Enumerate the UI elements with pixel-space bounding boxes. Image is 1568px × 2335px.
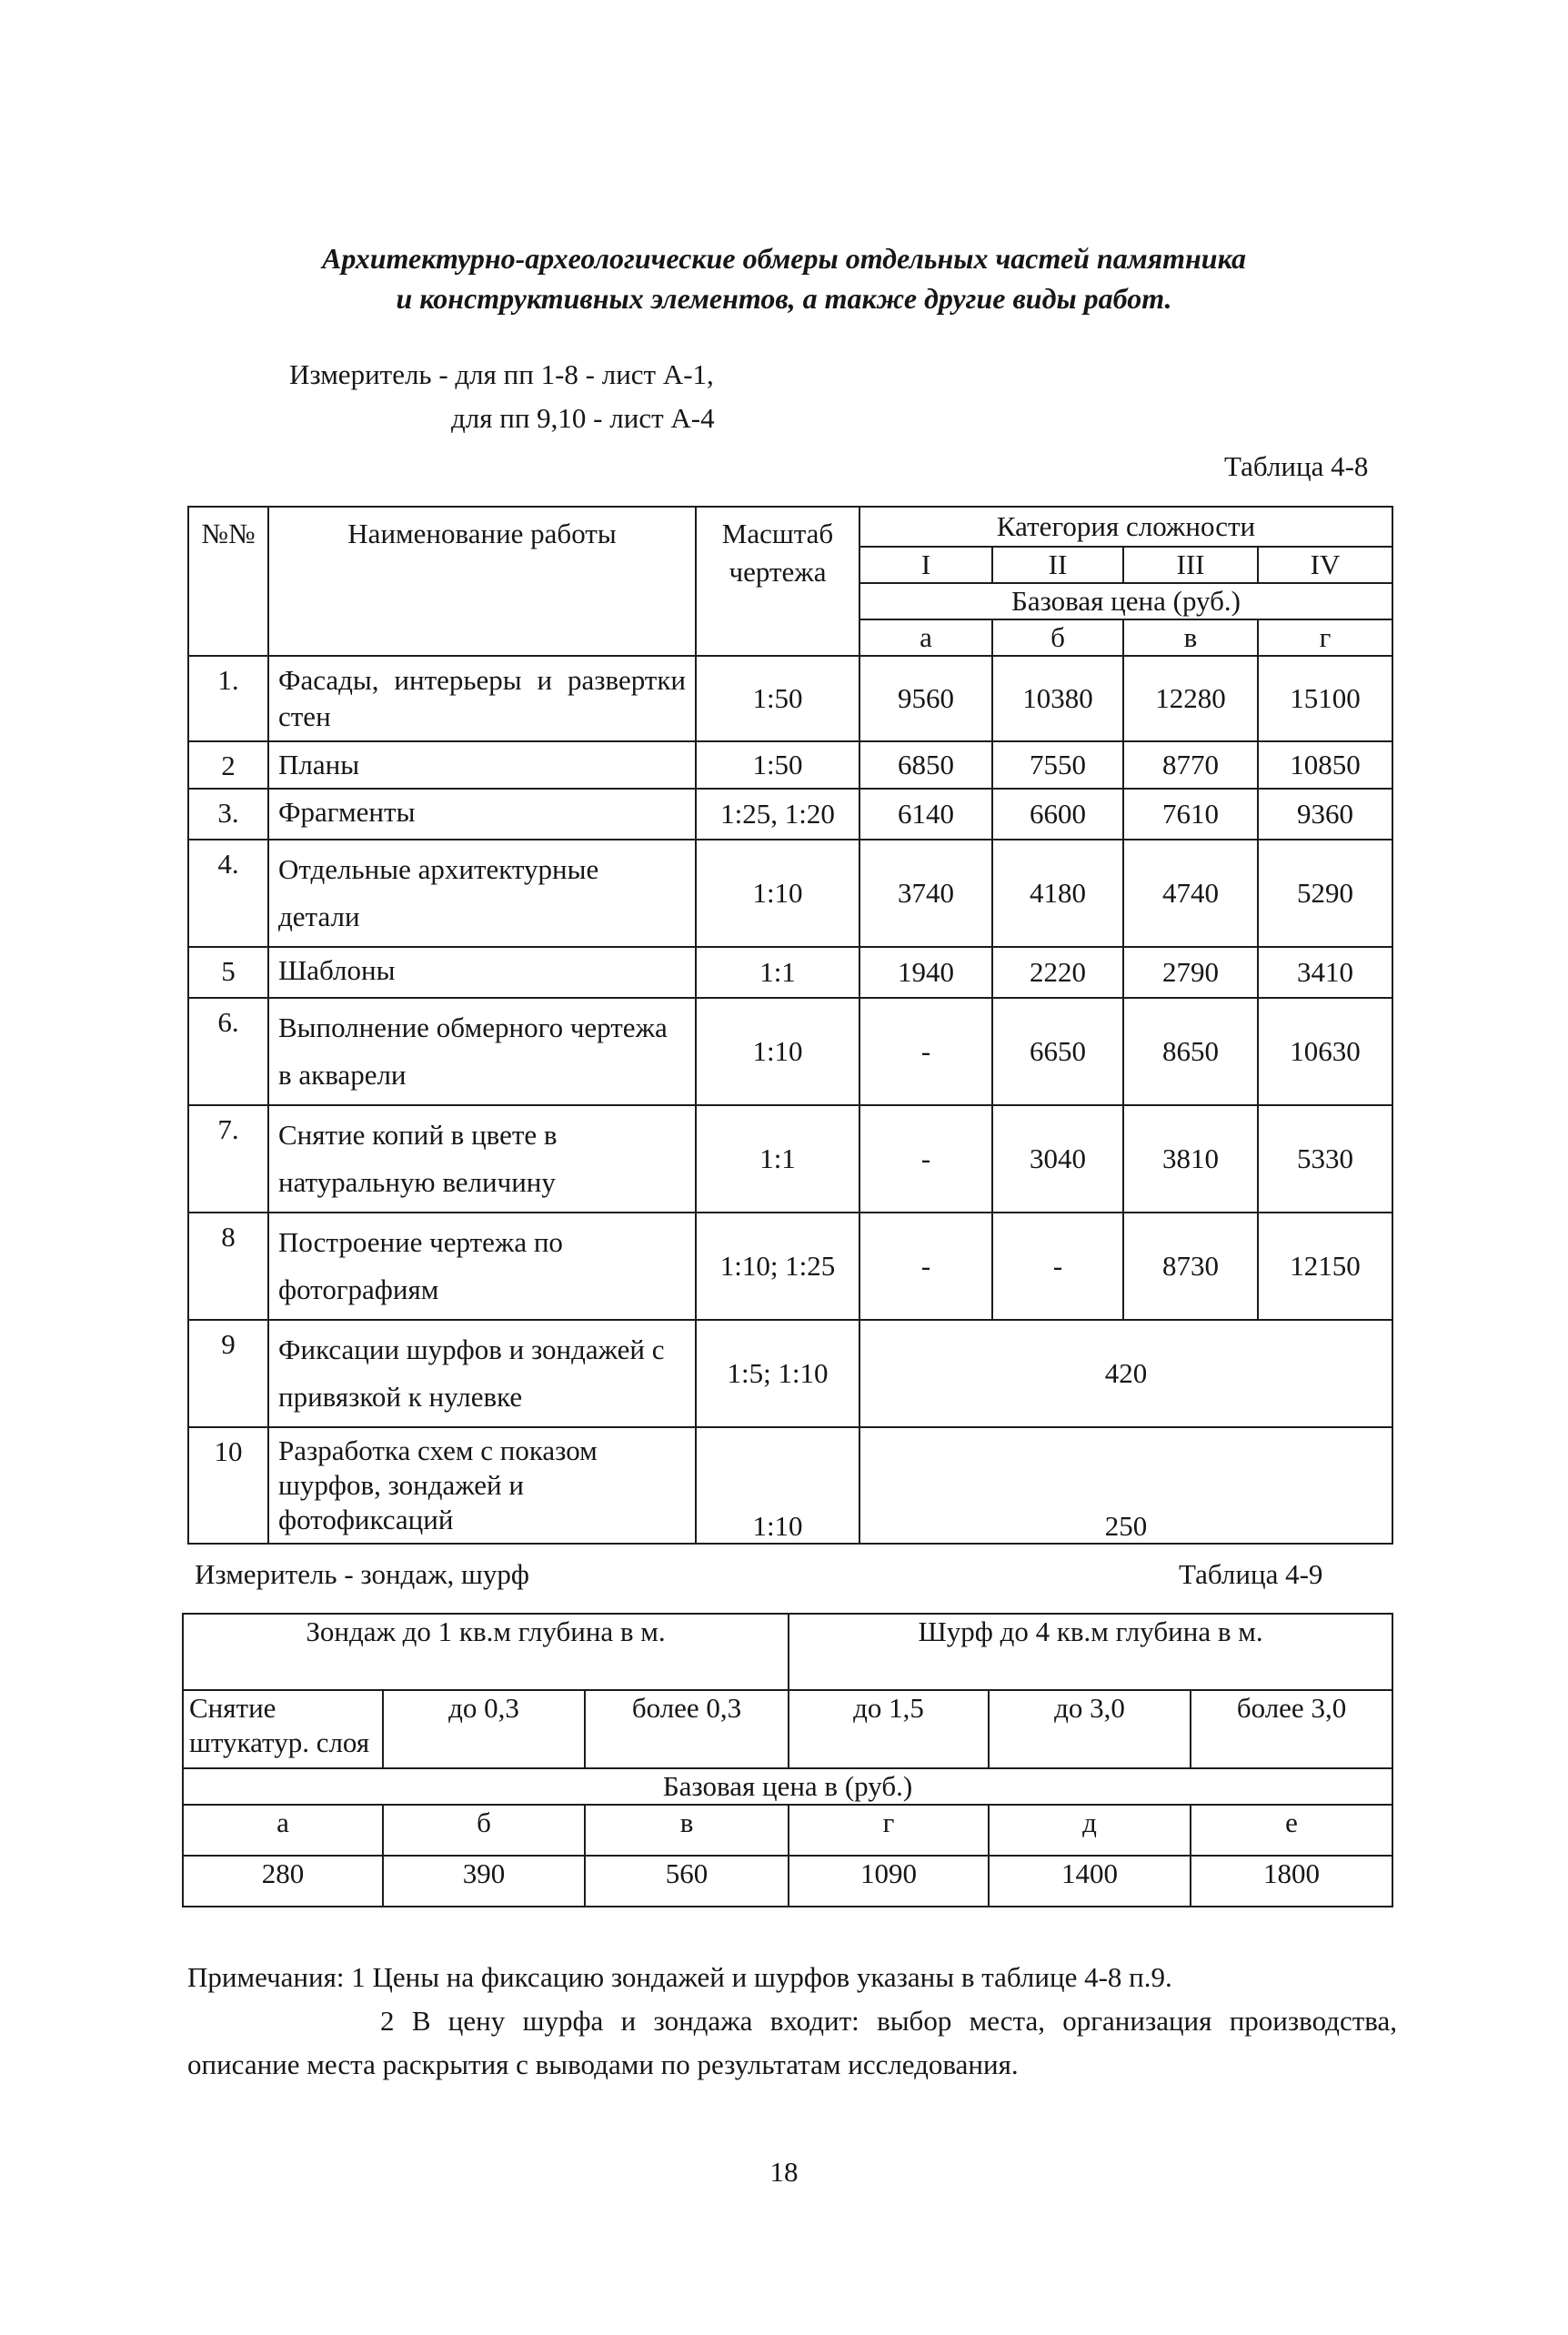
row-work-name: Фасады, интерьеры и развертки стен [268, 656, 696, 741]
row-price-a: - [859, 998, 992, 1105]
heading-line-2: и конструктивных элементов, а также другие виды работ. [396, 282, 1172, 315]
table-row [188, 789, 1392, 840]
table-4-9-measure: Измеритель - зондаж, шурф [195, 1558, 529, 1590]
table-row [188, 1427, 1392, 1544]
row-work-name: Построение чертежа по фотографиям [268, 1213, 696, 1320]
row-price-v: 3810 [1123, 1105, 1258, 1213]
row-num: 8 [188, 1213, 268, 1320]
row-price-v: 12280 [1123, 656, 1258, 741]
row-merged-price: 420 [859, 1320, 1392, 1427]
row-work-name: Разработка схем с показом шурфов, зондажей и фотофиксаций [268, 1427, 696, 1544]
row-scale: 1:10 [696, 1427, 859, 1544]
row-price-b: 3040 [992, 1105, 1123, 1213]
row-scale: 1:1 [696, 1105, 859, 1213]
header-letter-g: г [1258, 619, 1392, 656]
header-category-iii: III [1123, 547, 1258, 583]
row-price-v: 8730 [1123, 1213, 1258, 1320]
subheader-plaster-removal: Снятие штукатур. слоя [183, 1690, 383, 1768]
table-row [188, 1105, 1392, 1213]
letter-d: д [989, 1805, 1191, 1856]
row-num: 5 [188, 947, 268, 998]
table-row [183, 1856, 1392, 1907]
row-scale: 1:10 [696, 998, 859, 1105]
row-num: 7. [188, 1105, 268, 1213]
table-row [188, 1320, 1392, 1427]
row-work-name: Шаблоны [268, 947, 696, 998]
row-price-b: - [992, 1213, 1123, 1320]
header-letter-b: б [992, 619, 1123, 656]
table-4-8-caption: Таблица 4-8 [1224, 450, 1369, 482]
row-scale: 1:25, 1:20 [696, 789, 859, 840]
row-work-name: Фиксации шурфов и зондажей с привязкой к нулевке [268, 1320, 696, 1427]
table-row [188, 947, 1392, 998]
row-price-b: 7550 [992, 741, 1123, 789]
row-num: 6. [188, 998, 268, 1105]
table-row [188, 998, 1392, 1105]
base-price-header: Базовая цена в (руб.) [183, 1768, 1392, 1805]
row-num: 9 [188, 1320, 268, 1427]
row-price-b: 10380 [992, 656, 1123, 741]
letter-b: б [383, 1805, 585, 1856]
row-price-g: 5290 [1258, 840, 1392, 947]
price-g: 1090 [789, 1856, 989, 1907]
section-heading [164, 238, 1404, 318]
header-scale: Масштаб чертежа [696, 507, 859, 656]
measure-line-2: для пп 9,10 - лист А-4 [451, 402, 715, 434]
row-price-a: 6140 [859, 789, 992, 840]
header-base-price: Базовая цена (руб.) [859, 583, 1392, 619]
row-num: 3. [188, 789, 268, 840]
header-category: Категория сложности [859, 507, 1392, 547]
row-price-v: 8650 [1123, 998, 1258, 1105]
subheader-pit-to-1-5: до 1,5 [789, 1690, 989, 1768]
row-work-name: Фрагменты [268, 789, 696, 840]
header-letter-a: а [859, 619, 992, 656]
row-scale: 1:5; 1:10 [696, 1320, 859, 1427]
table-row [188, 741, 1392, 789]
row-scale: 1:1 [696, 947, 859, 998]
note-1: Примечания: 1 Цены на фиксацию зондажей и шурфов указаны в таблице 4-8 п.9. [187, 1961, 1172, 1993]
row-num: 10 [188, 1427, 268, 1544]
header-work-name: Наименование работы [268, 507, 696, 656]
row-price-g: 5330 [1258, 1105, 1392, 1213]
subheader-probe-over-0-3: более 0,3 [585, 1690, 789, 1768]
row-price-g: 10850 [1258, 741, 1392, 789]
row-price-v: 4740 [1123, 840, 1258, 947]
price-e: 1800 [1191, 1856, 1392, 1907]
table-row [188, 840, 1392, 947]
row-price-b: 6650 [992, 998, 1123, 1105]
row-num: 2 [188, 741, 268, 789]
page-number: 18 [769, 2156, 799, 2188]
note-2: 2 В цену шурфа и зондажа входит: выбор места, организация производства, описание места раскрытия с выводами по результатам исследования. [187, 2005, 1397, 2080]
row-price-v: 8770 [1123, 741, 1258, 789]
row-price-g: 9360 [1258, 789, 1392, 840]
row-price-g: 3410 [1258, 947, 1392, 998]
row-scale: 1:50 [696, 741, 859, 789]
row-price-v: 7610 [1123, 789, 1258, 840]
row-work-name: Отдельные архитектурные детали [268, 840, 696, 947]
row-num: 1. [188, 656, 268, 741]
row-merged-price: 250 [859, 1427, 1392, 1544]
row-price-a: 1940 [859, 947, 992, 998]
row-price-a: 9560 [859, 656, 992, 741]
row-price-b: 2220 [992, 947, 1123, 998]
row-scale: 1:10 [696, 840, 859, 947]
pit-header: Шурф до 4 кв.м глубина в м. [789, 1614, 1392, 1690]
letter-e: е [1191, 1805, 1392, 1856]
heading-line-1: Архитектурно-археологические обмеры отдельных частей памятника [321, 242, 1247, 275]
subheader-pit-over-3-0: более 3,0 [1191, 1690, 1392, 1768]
header-num: №№ [188, 507, 268, 656]
row-scale: 1:10; 1:25 [696, 1213, 859, 1320]
measure-line-1: Измеритель - для пп 1-8 - лист А-1, [289, 358, 714, 390]
letter-v: в [585, 1805, 789, 1856]
price-v: 560 [585, 1856, 789, 1907]
row-price-v: 2790 [1123, 947, 1258, 998]
row-price-g: 15100 [1258, 656, 1392, 741]
row-num: 4. [188, 840, 268, 947]
row-price-b: 6600 [992, 789, 1123, 840]
table-row [188, 1213, 1392, 1320]
table-4-9-caption: Таблица 4-9 [1179, 1558, 1323, 1590]
letter-g: г [789, 1805, 989, 1856]
header-category-i: I [859, 547, 992, 583]
row-work-name: Планы [268, 741, 696, 789]
row-price-b: 4180 [992, 840, 1123, 947]
row-price-a: - [859, 1105, 992, 1213]
row-price-g: 10630 [1258, 998, 1392, 1105]
table-4-9 [182, 1613, 1393, 1907]
header-category-ii: II [992, 547, 1123, 583]
price-b: 390 [383, 1856, 585, 1907]
table-row [188, 656, 1392, 741]
subheader-pit-to-3-0: до 3,0 [989, 1690, 1191, 1768]
row-work-name: Снятие копий в цвете в натуральную величину [268, 1105, 696, 1213]
row-scale: 1:50 [696, 656, 859, 741]
row-price-a: 6850 [859, 741, 992, 789]
price-a: 280 [183, 1856, 383, 1907]
row-work-name: Выполнение обмерного чертежа в акварели [268, 998, 696, 1105]
notes [187, 1956, 1397, 2087]
header-letter-v: в [1123, 619, 1258, 656]
table-4-8 [187, 506, 1393, 1545]
header-category-iv: IV [1258, 547, 1392, 583]
row-price-g: 12150 [1258, 1213, 1392, 1320]
measure-note [289, 353, 715, 440]
letter-a: а [183, 1805, 383, 1856]
row-price-a: - [859, 1213, 992, 1320]
subheader-probe-to-0-3: до 0,3 [383, 1690, 585, 1768]
probe-header: Зондаж до 1 кв.м глубина в м. [183, 1614, 789, 1690]
row-price-a: 3740 [859, 840, 992, 947]
price-d: 1400 [989, 1856, 1191, 1907]
